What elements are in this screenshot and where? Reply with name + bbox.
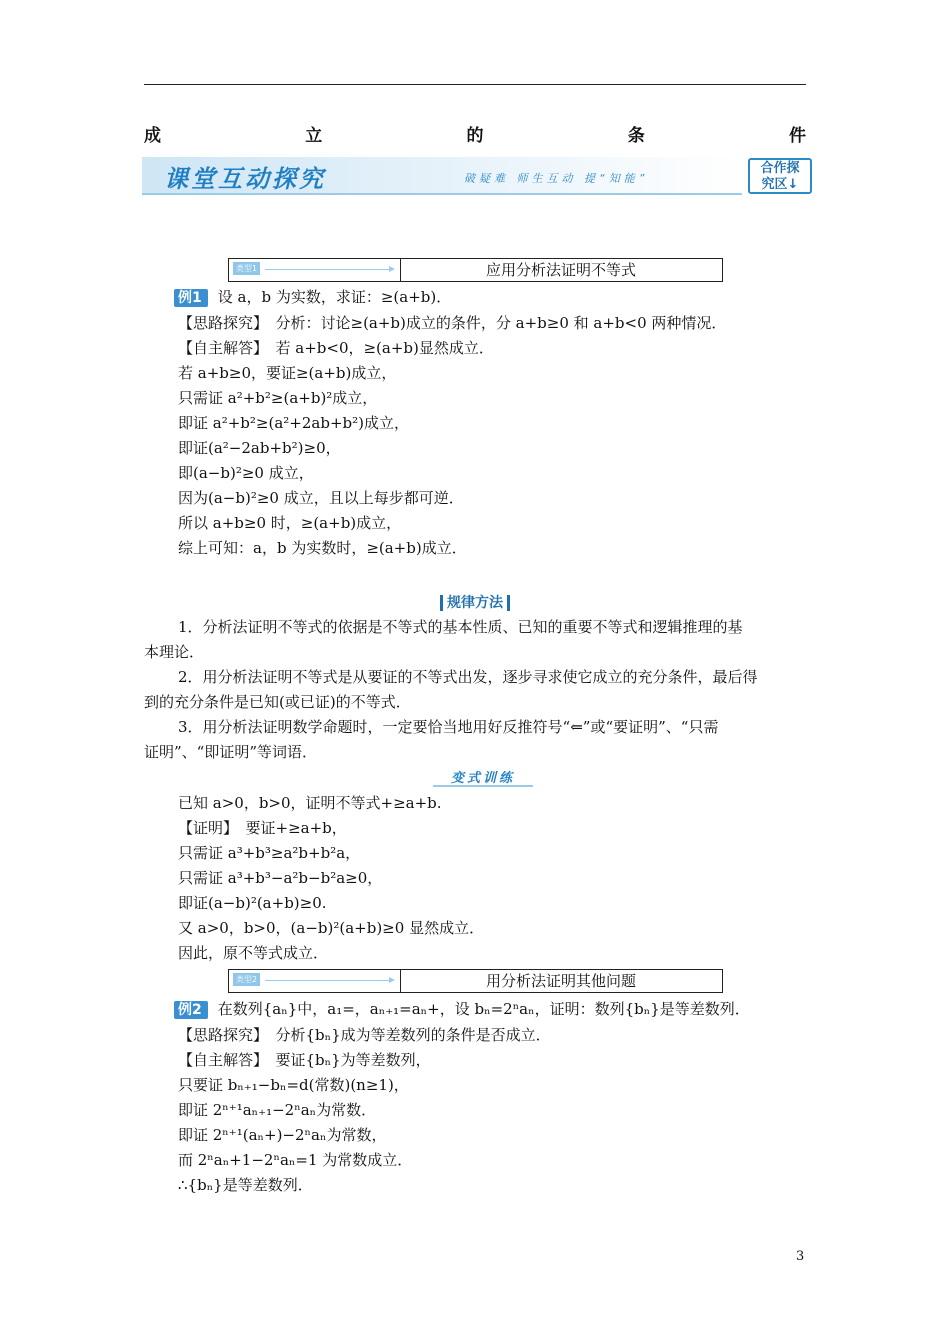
spread-title (144, 121, 806, 146)
example-1-statement (174, 287, 451, 307)
title-char: 的 (466, 126, 484, 146)
topic-indicator (229, 259, 401, 281)
text-line: 只需证 a²+b²≥(a+b)²成立， (178, 389, 378, 407)
text-line: 即(a−b)²≥0 成立， (178, 464, 314, 482)
example-badge: 例1 (174, 289, 208, 307)
method-heading-text: 规律方法 (440, 595, 510, 611)
section-banner (142, 157, 742, 195)
title-char: 成 (144, 126, 161, 146)
example-2-statement (174, 999, 750, 1019)
text-line: 即证 2ⁿ⁺¹aₙ₊₁−2ⁿaₙ为常数． (178, 1101, 377, 1119)
text-line: 【自主解答】 要证{bₙ}为等差数列， (178, 1051, 431, 1069)
text-line: 而 2ⁿaₙ+1−2ⁿaₙ=1 为常数成立． (178, 1151, 413, 1169)
arrow-right-icon (265, 269, 389, 270)
text-line: 即证 a²+b²≥(a²+2ab+b²)成立， (178, 414, 409, 432)
title-char: 条 (627, 126, 645, 146)
text-line: 【自主解答】 若 a+b<0，≥(a+b)显然成立． (178, 339, 494, 357)
topic-label: 应用分析法证明不等式 (485, 261, 636, 279)
variant-heading: 变式训练 (433, 767, 533, 787)
text-line: 只需证 a³+b³≥a²b+b²a， (178, 844, 361, 862)
text-line: 3．用分析法证明数学命题时，一定要恰当地用好反推符号“⇐”或“要证明”、“只需 (178, 718, 719, 736)
text-line: 【思路探究】 分析：讨论≥(a+b)成立的条件，分 a+b≥0 和 a+b<0 两种情况． (178, 314, 727, 332)
example-text: 在数列{aₙ}中，a₁=，aₙ₊₁=aₙ+，设 bₙ=2ⁿaₙ，证明：数列{bₙ}是等差数列． (217, 1000, 750, 1018)
banner-tag-line2: 究区↓ (761, 177, 799, 192)
text-line: 即证(a²−2ab+b²)≥0， (178, 439, 341, 457)
text-line: 所以 a+b≥0 时，≥(a+b)成立， (178, 514, 402, 532)
text-line: 又 a>0，b>0，(a−b)²(a+b)≥0 显然成立． (178, 919, 485, 937)
text-line: 证明”、“即证明”等词语． (144, 743, 318, 761)
example-text: 设 a，b 为实数，求证：≥(a+b)． (217, 288, 452, 306)
page-number: 3 (796, 1249, 805, 1264)
text-line: 只需证 a³+b³−a²b−b²a≥0， (178, 869, 383, 887)
text-line: 若 a+b≥0，要证≥(a+b)成立， (178, 364, 397, 382)
method-heading (0, 592, 950, 612)
topic-box-2 (228, 969, 723, 993)
banner-title: 课堂互动探究 (164, 164, 326, 193)
banner-slogan: 破疑难 师生互动 提“知能” (464, 172, 649, 185)
text-line: 本理论． (144, 643, 205, 661)
topic-box-1 (228, 258, 723, 282)
text-line: 只要证 bₙ₊₁−bₙ=d(常数)(n≥1)， (178, 1076, 409, 1094)
text-line: 因为(a−b)²≥0 成立，且以上每步都可逆． (178, 489, 464, 507)
header-rule (144, 84, 806, 85)
text-line: 因此，原不等式成立． (178, 944, 329, 962)
arrow-right-icon (265, 980, 389, 981)
banner-tag-line1: 合作探 (760, 161, 800, 176)
example-badge: 例2 (174, 1001, 208, 1019)
topic-chip: 类型2 (233, 973, 260, 986)
title-char: 立 (305, 126, 323, 146)
topic-indicator (229, 970, 401, 992)
text-line: 综上可知：a，b 为实数时，≥(a+b)成立． (178, 539, 467, 557)
text-line: ∴{bₙ}是等差数列． (178, 1176, 313, 1194)
text-line: 1．分析法证明不等式的依据是不等式的基本性质、已知的重要不等式和逻辑推理的基 (178, 618, 743, 636)
text-line: 2．用分析法证明不等式是从要证的不等式出发，逐步寻求使它成立的充分条件，最后得 (178, 668, 758, 686)
topic-chip: 类型1 (233, 262, 260, 275)
text-line: 【证明】 要证+≥a+b， (178, 819, 347, 837)
title-char: 件 (789, 126, 806, 146)
text-line: 到的充分条件是已知(或已证)的不等式． (144, 693, 411, 711)
text-line: 即证 2ⁿ⁺¹(aₙ+)−2ⁿaₙ为常数， (178, 1126, 387, 1144)
banner-tag (748, 158, 812, 194)
text-line: 已知 a>0，b>0，证明不等式+≥a+b. (178, 794, 442, 812)
text-line: 【思路探究】 分析{bₙ}成为等差数列的条件是否成立． (178, 1026, 551, 1044)
text-line: 即证(a−b)²(a+b)≥0. (178, 894, 327, 912)
topic-label: 用分析法证明其他问题 (485, 972, 636, 990)
